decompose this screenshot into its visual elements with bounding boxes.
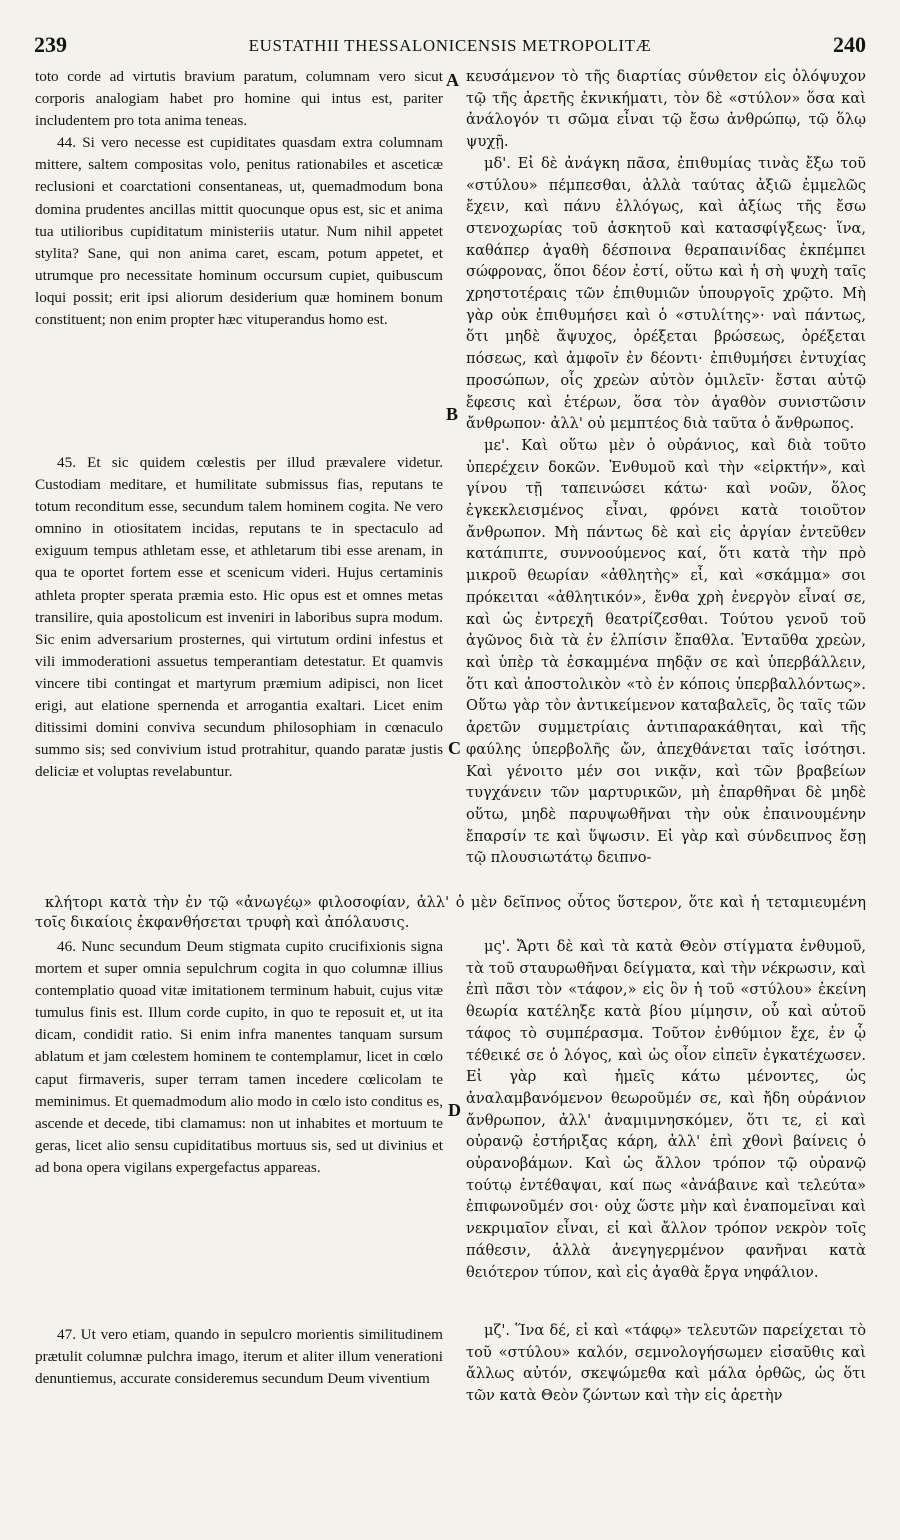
latin-paragraph-44: 44. Si vero necesse est cupiditates quasdam extra columnam mittere, saltem compositas volo, penitus rationabiles et asceticæ reclusioni et coarctationi consentaneas, ut, quemadmodum bona domina prudentes ancillas mittit quocunque opus est, sic et anima tua utilioribus cupiditatum ministeriis utatur. Num nihil appetet stylita? Sane, qui non anima caret, escam, potum appetet, et utrumque pro necessitate hominum occursum cupiet, quibuscum loqui possit; erit ipsi aliorum desiderium quæ hominem bonum constituent; non enim propter hæc vituperandus homo est. (35, 134, 443, 329)
page-header (34, 30, 866, 64)
greek-paragraph-47: μζ'. Ἵνα δέ, εἰ καὶ «τάφῳ» τελευτῶν παρείχεται τὸ τοῦ «στύλου» καλόν, σεμνολογήσωμεν εἰσαῦθις καὶ ἄλλως αὐτόν, σκεψώμεθα καὶ μάλα ὀρθῶς, ὡς ὅτι τῶν κατὰ Θεὸν ζώντων καὶ τὴν εἰς ἀρετὴν (466, 1322, 866, 1405)
greek-column-lower (466, 936, 866, 1306)
full-width-greek-text: κλήτορι κατὰ τὴν ἐν τῷ «ἀνωγέῳ» φιλοσοφίαν, ἀλλ' ὁ μὲν δεῖπνος οὗτος ὕστερον, ὅτε καὶ ἡ τεταμιευμένη τοῖς δικαίοις ἐκφανθήσεται τρυφὴ καὶ ἀπόλαυσις. (35, 894, 866, 931)
section-marker-c: C (448, 738, 461, 758)
greek-paragraph-46: μς'. Ἄρτι δὲ καὶ τὰ κατὰ Θεὸν στίγματα ἐνθυμοῦ, τὰ τοῦ σταυρωθῆναι δείγματα, καὶ τὴν νέκρωσιν, καὶ ἐπὶ πᾶσι τὸν «τάφον,» εἰς ὃν ἡ τοῦ «στύλου» ἐκείνη θεωρία κατέληξε κατὰ βίου μίμησιν, οὗ καὶ αὐτοῦ τάφος τὸ συμπέρασμα. Τοῦτον ἐνθύμιον ἔχε, ἐν ᾧ τέθεικέ σε ὁ λόγος, καὶ ὡς οἷον εἰπεῖν ἐγκατέχωσεν. Εἰ γὰρ καὶ ἡμεῖς κάτω μένοντες, ὡς ἀναλαμβανόμενον θεωροῦμέν σε, καὶ ἤδη οὐράνιον ἄνθρωπον, ἀλλ' ἀναμιμνησκόμεν, ὅτι τε, εἰ καὶ οὐρανῷ ἐστήριξας κάρη, ἀλλ' ἐπὶ χθονὶ βαίνεις ὁ οὐρανοβάμων. Καὶ ὡς ἄλλον τρόπον τῷ οὐρανῷ τούτῳ ἐντέθαψαι, καί πως «ἀνάβαινε καὶ τελεύτα» ἐπιφωνοῦμέν σοι· οὐχ ὥστε μὴν καὶ ἐναπομεῖναι καὶ νεκριμαῖον εἶναι, εἰ καὶ ἄλλον τρόπον νεκρὸν τοῖς πάθεσιν, ἀλλὰ ἀνεγηγερμένον φανῆναι κατὰ θειότερον τύπον, καὶ εἰς ἀγαθὰ ἔργα νηφάλιον. (466, 938, 866, 1281)
greek-paragraph-43-end: κευσάμενον τὸ τῆς διαρτίας σύνθετον εἰς ὁλόψυχον τῷ τῆς ἀρετῆς ἐκνικήματι, τὸν δὲ «στύλον» ὅσα καὶ ἀνάλογόν τι σῶμα εἶναι τῷ ἔσω ἀνθρώπῳ, τῷ ὅλῳ ψυχῇ. (466, 68, 866, 151)
latin-column-upper (35, 66, 443, 433)
page-number-left: 239 (34, 32, 67, 57)
page-number-right: 240 (833, 32, 866, 57)
section-marker-d: D (448, 1100, 461, 1120)
greek-column-bottom (466, 1320, 866, 1435)
greek-column-upper (466, 66, 866, 892)
latin-column-bottom (35, 1324, 443, 1434)
section-marker-a: A (446, 70, 459, 90)
latin-paragraph-43-end: toto corde ad virtutis bravium paratum, columnam vero sicut corporis analogiam habet pro homine qui intus est, pariter includentem pro tota anima teneas. (35, 68, 443, 130)
latin-paragraph-45: 45. Et sic quidem cœlestis per illud prævalere videtur. Custodiam meditare, et humilitate submissus fias, reputans te totum reconditum esse, secundum talem hominem cogita. Ne vero omnino in otiositatem incidas, reputans te in spectaculo ad exiguum tempus athletam esse, et athletarum tibi esse arenam, in qua te oportet fortem esse et scenicum videri. Hujus certaminis athleta propter sperata præmia esto. Hic opus est et omnes metas transilire, quia apostolicum est inveniri in laboribus supra modum. Sic enim adversarium prosternes, qui virtutum ordini infestus et vili immoderationi assuetus temperantiam detestatur. Et quamvis vincere tibi contingat et martyrum præmium adipisci, non licet erigi, aut elatione spernenda et arrogantia exaltari. Licet enim ditissimi domini conviva secundum philosophiam in cœnaculo summo sis; sed convivium istud protrahitur, quando paratæ justis deliciæ et voluptas revelabuntur. (35, 454, 443, 781)
running-title: EUSTATHII THESSALONICENSIS METROPOLITÆ (248, 36, 652, 55)
greek-paragraph-44: μδ'. Εἰ δὲ ἀνάγκη πᾶσα, ἐπιθυμίας τινὰς ἔξω τοῦ «στύλου» πέμπεσθαι, ἀλλὰ ταύτας ἀξιῶ ἐμμελῶς ἔχειν, καὶ πάνυ ἐλλόγως, καὶ ἀξίως τῆς ἔσω στενοχωρίας τοῦ ἀσκητοῦ καὶ κατασφίγξεως· ἵνα, καθάπερ ἀγαθὴ δέσποινα θεραπαινίδας ἐκπέμπει σώφρονας, ὅποι δέον ἐστί, οὕτω καὶ ἡ σὴ ψυχὴ ταῖς χρηστοτέραις τῶν ἐπιθυμιῶν ὑπουργοῖς χρῷτο. Μὴ γὰρ οὐκ ἐπιθυμήσει καὶ ὁ «στυλίτης»· ναὶ πάντως, ὅτι μηδὲ ἄψυχος, ὀρέξεται βρώσεως, ὀρέξεται πόσεως, καὶ ἀμφοῖν ἐν δέοντι· ἐπιθυμήσει ἐντυχίας προσώπων, οἷς χρεὼν αὐτὸν ὁμιλεῖν· ἔσται αὐτῷ ἔφεσις καὶ ἑτέρων, ὅσα τὸν ἀγαθὸν συνιστῶσιν ἄνθρωπον· ἀλλ' οὐ μεμπτέος διὰ ταῦτα ὁ ἄνθρωπος. (466, 154, 866, 433)
full-width-greek-line (35, 893, 866, 935)
greek-paragraph-45: με'. Καὶ οὕτω μὲν ὁ οὐράνιος, καὶ διὰ τοῦτο ὑπερέχειν δοκῶν. Ἐνθυμοῦ καὶ τὴν «εἱρκτήν», καὶ γίνου τῇ ταπεινώσει κάτω· καὶ νοῶν, ὅλος ἐγκεκλεισμένος εἶναι, φρόνει κατὰ τοιοῦτον ἄνθρωπον. Μὴ πάντως δὲ καὶ εἰς ἀργίαν ἐντεῦθεν κατάπιπτε, συννοούμενος καί, ὅτι κατὰ τὴν πρὸ μικροῦ θεωρίαν «ἀθλητὴς» εἶ, καὶ «σκάμμα» σοι πρόκειται «ἀθλητικόν», ἔνθα χρὴ ἐνεργὸν εἶναί σε, καὶ ὡς ἐντρεχῆ θεατρίζεσθαι. Τούτου γενοῦ τοῦ ἀγῶνος διὰ τὰ ἐν ἐλπίσιν ἔπαθλα. Ἐνταῦθα χρεὼν, καὶ ὑπὲρ τὰ ἐσκαμμένα πηδᾷν σε καὶ ὑπερβάλλειν, ὅτι καὶ ἀποστολικὸν «τὸ ἐν κόποις ὑπερβαλλόντως». Οὕτω γὰρ τὸν ἀντικείμενον καταβαλεῖς, ὃς ταῖς τῶν ἀρετῶν συμμετρίαις ἀντιπαρακάθηται, καὶ τῆς φαύλης ὑπερβολῆς ὤν, ἀπεχθάνεται ταῖς ἰσότησι. Καὶ γένοιτο μέν σοι νικᾷν, καὶ τῶν βραβείων τυγχάνειν τῶν μαρτυρικῶν, μὴ ἐπαρθῆναι δὲ μηδὲ οὕτω, μηδὲ παρυψωθῆναι τὴν οὐκ ἐπαινουμένην ἔπαρσίν τε καὶ ὕψωσιν. Εἰ γὰρ καὶ σύνδειπνος ἔσῃ τῷ πλουσιωτάτῳ δειπνο- (466, 436, 866, 867)
latin-paragraph-47: 47. Ut vero etiam, quando in sepulcro morientis similitudinem prætulit columnæ pulchra imago, iterum et aliter illum venerationi denuntiemus, accurate consideremus secundum Deum viventium (35, 1326, 443, 1388)
latin-paragraph-46: 46. Nunc secundum Deum stigmata cupito crucifixionis signa mortem et super omnia sepulchrum cogita in quo columnæ illius contemplatio quoad vitæ imitationem terminum habuit, cujus vitæ tumulus finis est. Illum corde cupito, in quo te reposuit et, ut ita dicam, condidit ratio. Si enim infra manentes tanquam sursum ablatum et jam cœlestem hominem te contemplamur, licet in cœlo caput firmaveris, super terram tamen incedere cœlicolam te meminimus. Et quemadmodum alio modo in cœlo isto conditus es, ascende et decede, tibi clamamus: non ut inhabites et mortuum te geras, licet alio sensu cupiditatibus mortuus sis, sed ut divinius et ad bona opera vigilans expergefactus appareas. (35, 938, 443, 1176)
section-marker-b: B (446, 404, 459, 424)
latin-column-middle (35, 452, 443, 892)
latin-column-lower (35, 936, 443, 1286)
